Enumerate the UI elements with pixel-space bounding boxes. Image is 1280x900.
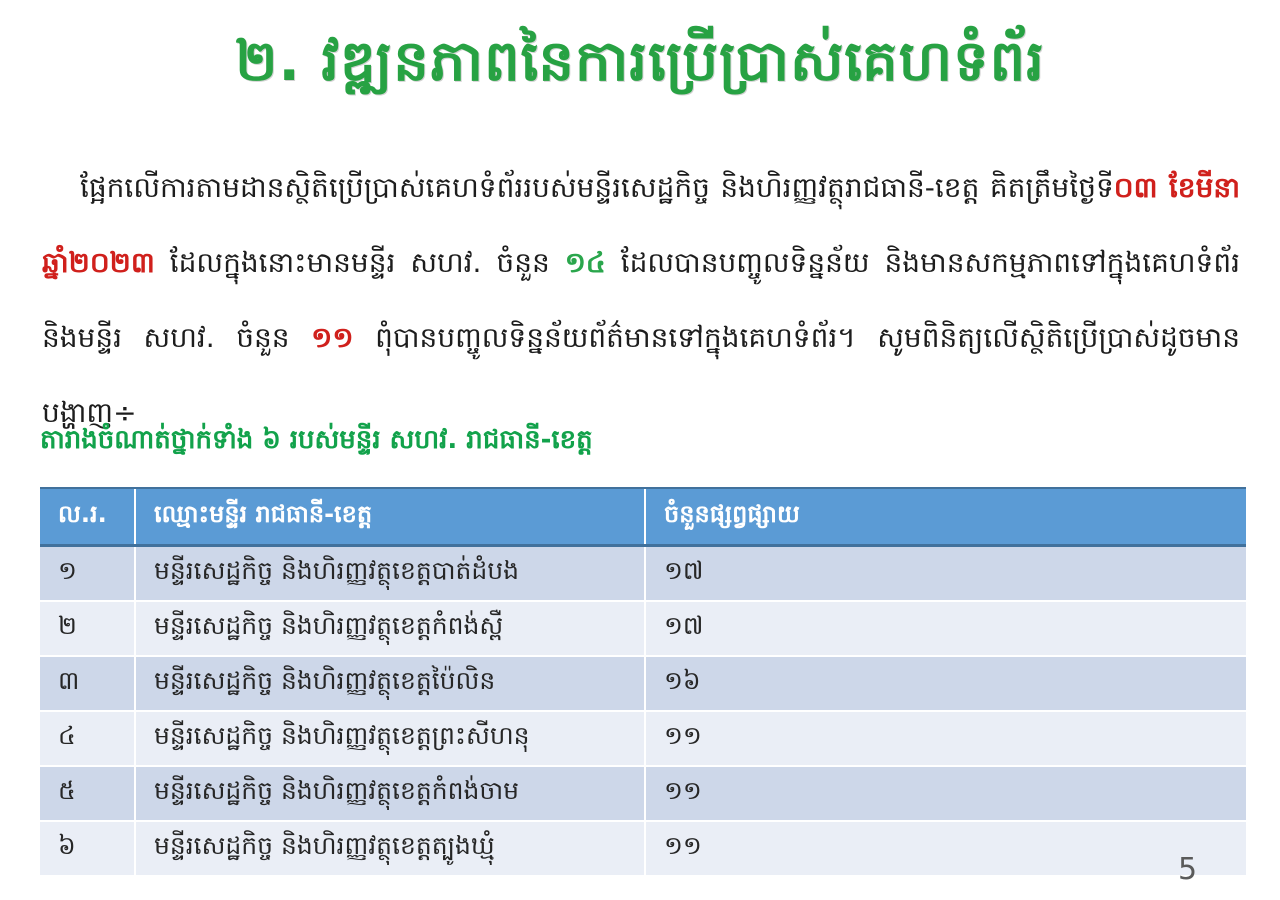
row-count: ១១ bbox=[645, 711, 1246, 766]
row-no: ៤ bbox=[40, 711, 135, 766]
paragraph-text-3: ដែលបានបញ្ចូលទិន្នន័យ និងមានសកម្មភាពទៅក្នុងគេហទំព័រ និងមន្ទីរ សហវ. ចំនួន bbox=[42, 246, 1240, 355]
table-row bbox=[40, 711, 1246, 766]
row-name: មន្ទីរសេដ្ឋកិច្ច និងហិរញ្ញវត្ថុខេត្តត្បូងឃ្មុំ bbox=[135, 821, 645, 876]
ranking-table bbox=[40, 487, 1246, 877]
row-name: មន្ទីរសេដ្ឋកិច្ច និងហិរញ្ញវត្ថុខេត្តបាត់ដំបង bbox=[135, 546, 645, 602]
row-count: ១១ bbox=[645, 766, 1246, 821]
date-highlight: ០៣ ខែមីនា ឆ្នាំ២០២៣ bbox=[42, 171, 1241, 280]
table-caption: តារាងចំណាត់ថ្នាក់ទាំង ៦ របស់មន្ទីរ សហវ. រាជធានី-ខេត្ត bbox=[40, 425, 593, 455]
table-row bbox=[40, 601, 1246, 656]
row-name: មន្ទីរសេដ្ឋកិច្ច និងហិរញ្ញវត្ថុខេត្តកំពង់ស្ពឺ bbox=[135, 601, 645, 656]
paragraph-text-2: ដែលក្នុងនោះមានមន្ទីរ សហវ. ចំនួន bbox=[154, 246, 565, 280]
row-count: ១៧ bbox=[645, 601, 1246, 656]
page-title: ២. វឌ្ឍនភាពនៃការប្រើប្រាស់គេហទំព័រ bbox=[235, 29, 1045, 94]
table-row bbox=[40, 766, 1246, 821]
row-count: ១១ bbox=[645, 821, 1246, 876]
row-name: មន្ទីរសេដ្ឋកិច្ច និងហិរញ្ញវត្ថុខេត្តព្រះសីហនុ bbox=[135, 711, 645, 766]
row-no: ៥ bbox=[40, 766, 135, 821]
table-header-row bbox=[40, 488, 1246, 546]
row-no: ២ bbox=[40, 601, 135, 656]
inactive-count-highlight: ១១ bbox=[311, 321, 354, 355]
column-header-count: ចំនួនផ្សព្វផ្សាយ bbox=[645, 488, 1246, 546]
row-count: ១៧ bbox=[645, 546, 1246, 602]
paragraph-text-1: ផ្អែកលើការតាមដានស្ថិតិប្រើប្រាស់គេហទំព័ររបស់មន្ទីរសេដ្ឋកិច្ច និងហិរញ្ញវត្ថុរាជធានី-ខេត្ត គិតត្រឹមថ្ងៃទី bbox=[80, 171, 1114, 204]
row-no: ១ bbox=[40, 546, 135, 602]
table-row bbox=[40, 656, 1246, 711]
table-row bbox=[40, 821, 1246, 876]
body-paragraph bbox=[42, 150, 1240, 450]
row-no: ៣ bbox=[40, 656, 135, 711]
row-name: មន្ទីរសេដ្ឋកិច្ច និងហិរញ្ញវត្ថុខេត្តប៉ៃលិន bbox=[135, 656, 645, 711]
table-row bbox=[40, 546, 1246, 602]
column-header-no: ល.រ. bbox=[40, 488, 135, 546]
row-count: ១៦ bbox=[645, 656, 1246, 711]
ranking-table-wrap bbox=[40, 487, 1246, 877]
column-header-name: ឈ្មោះមន្ទីរ រាជធានី-ខេត្ត bbox=[135, 488, 645, 546]
row-name: មន្ទីរសេដ្ឋកិច្ច និងហិរញ្ញវត្ថុខេត្តកំពង់ចាម bbox=[135, 766, 645, 821]
row-no: ៦ bbox=[40, 821, 135, 876]
paragraph-text-4: ពុំបានបញ្ចូលទិន្នន័យព័ត៌មានទៅក្នុងគេហទំព័រ។ សូមពិនិត្យលើស្ថិតិប្រើប្រាស់ដូចមានបង្ហាញ÷ bbox=[42, 321, 1240, 430]
active-count-highlight: ១៤ bbox=[564, 246, 606, 280]
page-number: 5 bbox=[1178, 852, 1198, 887]
